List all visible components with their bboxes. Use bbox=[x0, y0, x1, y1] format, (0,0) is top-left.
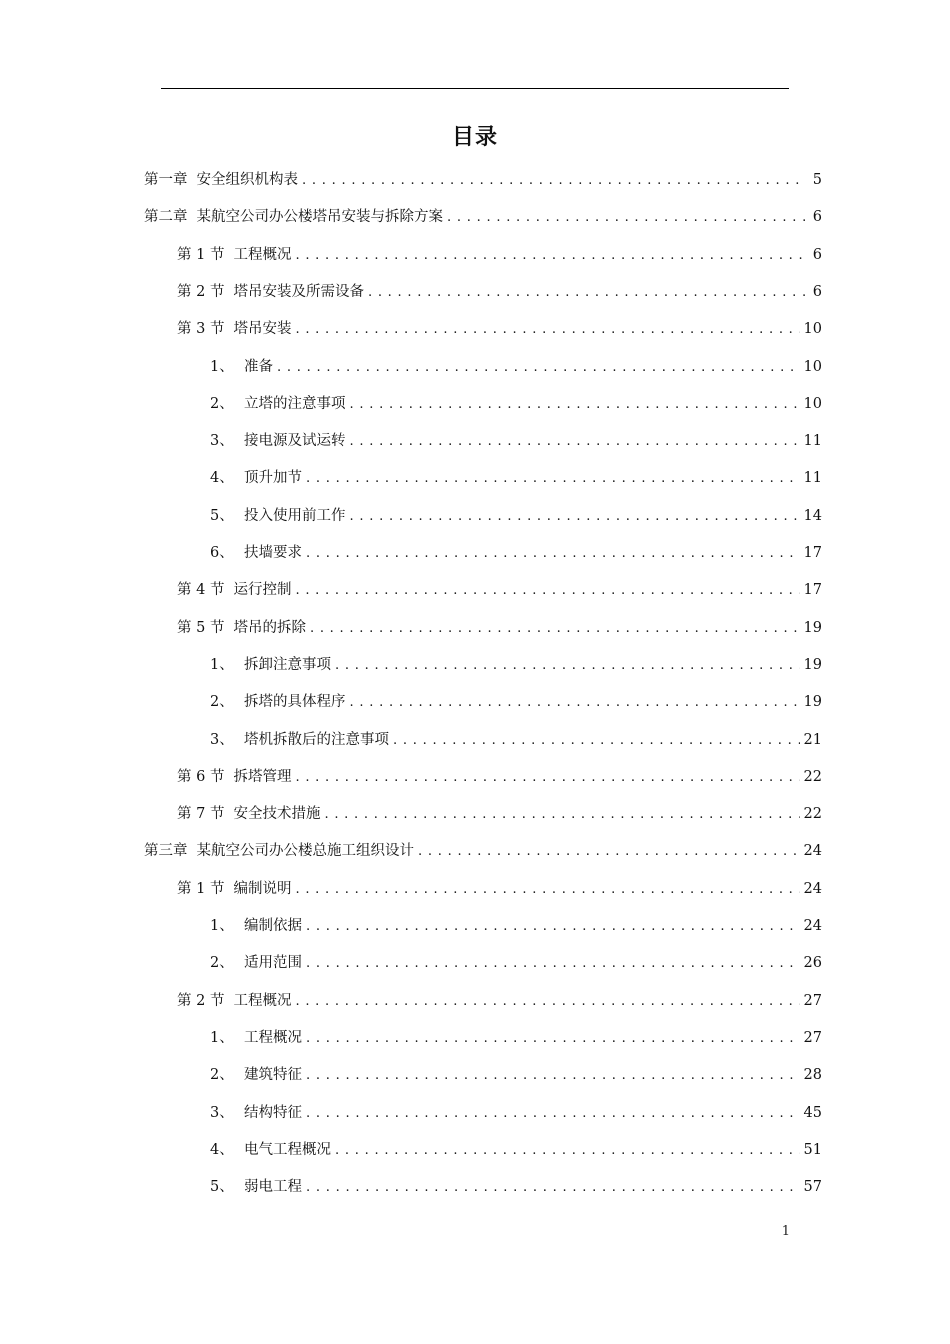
toc-entry-page: 51 bbox=[803, 1141, 822, 1158]
toc-entry[interactable] bbox=[144, 162, 822, 199]
toc-entry-title: 适用范围 bbox=[244, 955, 302, 972]
toc-entry-page: 14 bbox=[803, 507, 822, 524]
toc-entry-title: 立塔的注意事项 bbox=[244, 395, 346, 412]
toc-entry[interactable] bbox=[210, 1169, 822, 1206]
toc-entry-number: 第 7 节 bbox=[177, 806, 225, 823]
toc-dot-leader bbox=[418, 833, 800, 870]
toc-entry[interactable] bbox=[177, 871, 822, 908]
toc-entry-number: 6、 bbox=[210, 545, 234, 561]
toc-entry-title: 接电源及试运转 bbox=[244, 433, 346, 450]
toc-dot-leader bbox=[335, 647, 800, 684]
toc-entry-number: 3、 bbox=[210, 1104, 234, 1121]
toc-dot-leader bbox=[368, 274, 806, 311]
toc-entry[interactable] bbox=[177, 572, 822, 609]
toc-entry-title: 拆塔管理 bbox=[233, 768, 292, 785]
toc-entry-number: 第 4 节 bbox=[177, 582, 225, 599]
toc-dot-leader bbox=[295, 871, 799, 908]
toc-entry-page: 27 bbox=[803, 1029, 822, 1046]
toc-entry[interactable] bbox=[144, 833, 822, 870]
toc-entry-number: 2、 bbox=[210, 1067, 234, 1084]
toc-entry-page: 19 bbox=[803, 619, 822, 636]
toc-entry-title: 编制说明 bbox=[233, 880, 292, 897]
toc-title: 目录 bbox=[451, 125, 498, 150]
toc-entry[interactable] bbox=[210, 423, 822, 460]
toc-dot-leader bbox=[306, 1169, 800, 1206]
toc-entry-number: 1、 bbox=[210, 656, 234, 673]
toc-entry-title: 拆卸注意事项 bbox=[244, 656, 331, 673]
toc-entry[interactable] bbox=[210, 1020, 822, 1057]
toc-entry[interactable] bbox=[210, 535, 822, 572]
toc-entry[interactable] bbox=[210, 722, 822, 759]
toc-entry-title: 塔吊安装 bbox=[233, 321, 292, 338]
toc-entry[interactable] bbox=[177, 796, 822, 833]
toc-entry-title: 工程概况 bbox=[233, 246, 292, 263]
toc-entry-page: 6 bbox=[812, 246, 822, 263]
toc-entry-page: 11 bbox=[803, 470, 822, 487]
toc-dot-leader bbox=[306, 908, 800, 945]
toc-entry-number: 第 1 节 bbox=[177, 880, 225, 897]
toc-entry-number: 1、 bbox=[210, 1029, 234, 1046]
toc-entry-page: 45 bbox=[803, 1104, 822, 1121]
toc-entry-title: 塔吊的拆除 bbox=[233, 619, 306, 636]
toc-entry-number: 第 2 节 bbox=[177, 992, 225, 1009]
toc-entry-title: 安全技术措施 bbox=[233, 806, 321, 823]
toc-entry[interactable] bbox=[210, 349, 822, 386]
toc-entry-number: 2、 bbox=[210, 395, 234, 412]
toc-dot-leader bbox=[306, 945, 800, 982]
toc-dot-leader bbox=[306, 1057, 800, 1094]
toc-entry-number: 5、 bbox=[210, 507, 234, 524]
toc-entry[interactable] bbox=[177, 610, 822, 647]
toc-entry-title: 塔吊安装及所需设备 bbox=[233, 283, 364, 300]
toc-entry[interactable] bbox=[210, 460, 822, 497]
toc-entry-page: 22 bbox=[803, 768, 822, 785]
toc-entry-title: 扶墙要求 bbox=[244, 545, 302, 561]
toc-entry[interactable] bbox=[210, 498, 822, 535]
toc-entry-title: 工程概况 bbox=[233, 992, 292, 1009]
toc-entry-page: 5 bbox=[812, 172, 822, 188]
toc-entry-page: 10 bbox=[803, 358, 822, 375]
toc-dot-leader bbox=[350, 386, 800, 423]
toc-entry-page: 28 bbox=[803, 1067, 822, 1084]
toc-entry[interactable] bbox=[210, 908, 822, 945]
toc-entry-number: 第三章 bbox=[144, 843, 188, 860]
toc-entry-page: 11 bbox=[803, 433, 822, 450]
toc-dot-leader bbox=[324, 796, 799, 833]
toc-dot-leader bbox=[295, 237, 806, 274]
toc-entry-number: 5、 bbox=[210, 1179, 234, 1196]
toc-entry-number: 第二章 bbox=[144, 209, 188, 226]
toc-entry-page: 26 bbox=[803, 955, 822, 972]
toc-dot-leader bbox=[447, 199, 806, 236]
toc-entry[interactable] bbox=[210, 1057, 822, 1094]
toc-dot-leader bbox=[306, 460, 800, 497]
toc-entry[interactable] bbox=[210, 647, 822, 684]
toc-entry-page: 6 bbox=[812, 283, 822, 300]
toc-entry-page: 19 bbox=[803, 694, 822, 711]
toc-entry-page: 17 bbox=[803, 582, 822, 599]
toc-entry[interactable] bbox=[177, 311, 822, 348]
toc-entry-page: 27 bbox=[803, 992, 822, 1009]
toc-entry-number: 2、 bbox=[210, 955, 234, 972]
toc-entry-number: 第 1 节 bbox=[177, 246, 225, 263]
toc-entry-title: 工程概况 bbox=[244, 1029, 302, 1046]
toc-entry-number: 第 6 节 bbox=[177, 768, 225, 785]
toc-entry-page: 24 bbox=[803, 843, 822, 860]
toc-dot-leader bbox=[350, 684, 800, 721]
toc-entry[interactable] bbox=[210, 684, 822, 721]
header-rule bbox=[161, 88, 789, 89]
toc-entry-number: 3、 bbox=[210, 731, 234, 748]
toc-entry-number: 3、 bbox=[210, 433, 234, 450]
toc-dot-leader bbox=[306, 535, 800, 572]
toc-entry-title: 建筑特征 bbox=[244, 1067, 302, 1084]
toc-entry-title: 投入使用前工作 bbox=[244, 507, 346, 524]
toc-entry-number: 1、 bbox=[210, 918, 234, 934]
toc-entry-page: 24 bbox=[803, 880, 822, 897]
toc-entry[interactable] bbox=[177, 983, 822, 1020]
toc-dot-leader bbox=[295, 572, 799, 609]
toc-entry-title: 弱电工程 bbox=[244, 1179, 302, 1196]
toc-entry-page: 10 bbox=[803, 395, 822, 412]
toc-entry[interactable] bbox=[177, 274, 822, 311]
page-number: 1 bbox=[781, 1224, 790, 1239]
toc-entry-number: 第 3 节 bbox=[177, 321, 225, 338]
toc-dot-leader bbox=[302, 162, 806, 199]
toc-entry-title: 顶升加节 bbox=[244, 470, 302, 487]
toc-entry-page: 21 bbox=[803, 731, 822, 748]
toc-entry[interactable] bbox=[177, 759, 822, 796]
toc-entry-number: 第一章 bbox=[144, 172, 188, 188]
toc-entry-page: 17 bbox=[803, 545, 822, 561]
toc-dot-leader bbox=[350, 498, 800, 535]
toc-entry-number: 4、 bbox=[210, 1141, 234, 1158]
toc-entry-number: 2、 bbox=[210, 694, 234, 711]
toc-entry-title: 准备 bbox=[244, 358, 273, 375]
toc-entry-title: 编制依据 bbox=[244, 918, 302, 934]
toc-entry-number: 1、 bbox=[210, 358, 234, 375]
toc-dot-leader bbox=[350, 423, 800, 460]
toc-entry[interactable] bbox=[144, 199, 822, 236]
toc-dot-leader bbox=[310, 610, 800, 647]
toc-entry[interactable] bbox=[210, 945, 822, 982]
toc-entry-title: 某航空公司办公楼塔吊安装与拆除方案 bbox=[196, 209, 443, 226]
toc-entry-title: 某航空公司办公楼总施工组织设计 bbox=[196, 843, 414, 860]
toc-entry[interactable] bbox=[177, 237, 822, 274]
toc-dot-leader bbox=[306, 1020, 800, 1057]
toc-entry-title: 电气工程概况 bbox=[244, 1141, 331, 1158]
toc-entry[interactable] bbox=[210, 1095, 822, 1132]
toc-entry-number: 4、 bbox=[210, 470, 234, 487]
toc-entry-page: 19 bbox=[803, 656, 822, 673]
toc-entry-title: 塔机拆散后的注意事项 bbox=[244, 731, 389, 748]
toc-entry-page: 10 bbox=[803, 321, 822, 338]
toc-entry-page: 22 bbox=[803, 806, 822, 823]
toc-dot-leader bbox=[393, 722, 800, 759]
toc-entry-number: 第 2 节 bbox=[177, 283, 225, 300]
toc-dot-leader bbox=[306, 1095, 800, 1132]
toc-entry-title: 运行控制 bbox=[233, 582, 292, 599]
toc-dot-leader bbox=[335, 1132, 800, 1169]
toc-entry-title: 拆塔的具体程序 bbox=[244, 694, 346, 711]
toc-entry-page: 57 bbox=[803, 1179, 822, 1196]
toc-dot-leader bbox=[277, 349, 800, 386]
toc-entry-title: 安全组织机构表 bbox=[196, 172, 298, 188]
toc-dot-leader bbox=[295, 759, 799, 796]
toc-entry-title: 结构特征 bbox=[244, 1104, 302, 1121]
toc-dot-leader bbox=[295, 311, 799, 348]
toc-entry-page: 6 bbox=[812, 209, 822, 226]
toc-entry[interactable] bbox=[210, 1132, 822, 1169]
toc-entry[interactable] bbox=[210, 386, 822, 423]
toc-entry-number: 第 5 节 bbox=[177, 619, 225, 636]
toc-entry-page: 24 bbox=[803, 918, 822, 934]
toc-dot-leader bbox=[295, 983, 799, 1020]
